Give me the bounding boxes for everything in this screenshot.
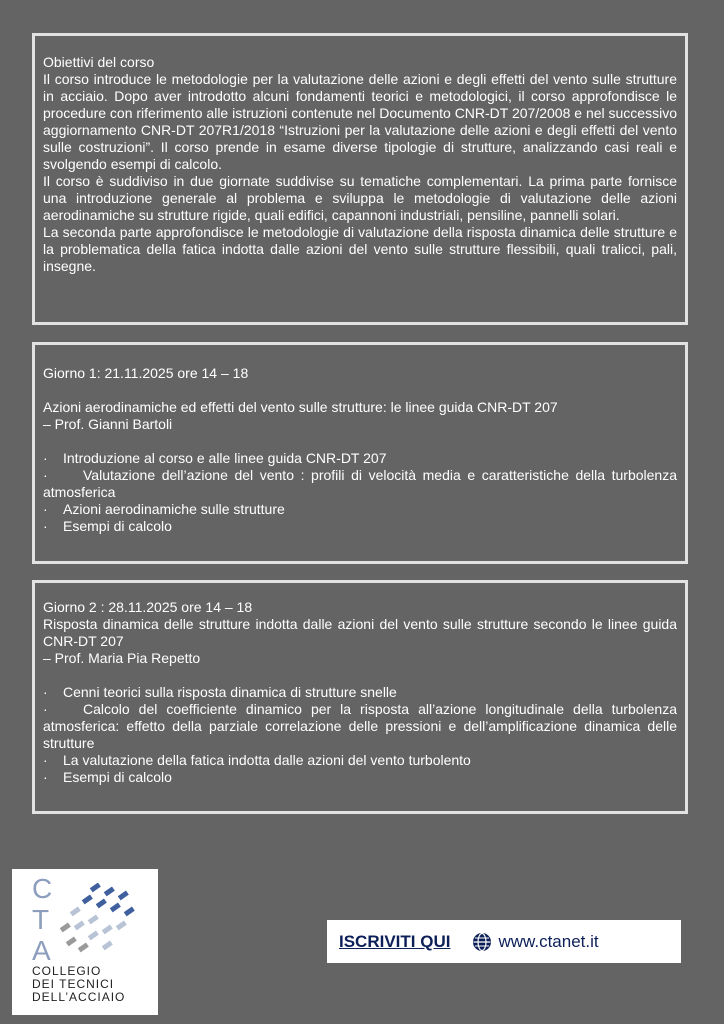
bullet-icon: · xyxy=(43,701,48,717)
bullet-icon: · xyxy=(43,752,48,768)
bullet-icon: · xyxy=(43,501,48,517)
day1-date: Giorno 1: 21.11.2025 ore 14 – 18 xyxy=(43,365,249,381)
course-objectives-heading: Obiettivi del corso xyxy=(43,54,155,70)
day2-title: Risposta dinamica delle strutture indotta dalle azioni del vento sulle strutture secondo le linee guida CNR-DT 207 xyxy=(43,616,677,649)
website-link[interactable]: www.ctanet.it xyxy=(498,931,599,951)
day1-title: Azioni aerodinamiche ed effetti del vento sulle strutture: le linee guida CNR-DT 207 xyxy=(43,399,558,415)
bullet-icon: · xyxy=(43,467,48,483)
logo-letter-a: A xyxy=(32,935,51,966)
day2-list-item: · La valutazione della fatica indotta dalle azioni del vento turbolento xyxy=(43,752,471,768)
steel-beams-icon xyxy=(60,883,148,959)
bullet-icon: · xyxy=(43,450,48,466)
day1-box xyxy=(32,342,688,564)
day1-list-item: · Azioni aerodinamiche sulle strutture xyxy=(43,501,285,517)
day1-teacher: – Prof. Gianni Bartoli xyxy=(43,416,173,432)
day2-date: Giorno 2 : 28.11.2025 ore 14 – 18 xyxy=(43,599,253,615)
day1-list-item: · Valutazione dell’azione del vento : profili di velocità media e caratteristiche della turbolenza atmosferica xyxy=(43,467,677,500)
course-objectives-box xyxy=(32,33,688,325)
bullet-icon: · xyxy=(43,684,48,700)
signup-link[interactable]: ISCRIVITI QUI xyxy=(339,931,451,951)
intro-paragraph-2: Il corso è suddiviso in due giornate suddivise su tematiche complementari. La prima parte fornisce una introduzione generale al problema e sviluppa le metodologie di valutazione delle azioni aerodinamiche su strutture rigide, quali edifici, capannoni industriali, pensiline, pannelli solari. xyxy=(43,173,677,223)
day2-list-item: · Calcolo del coefficiente dinamico per la risposta all’azione longitudinale della turbolenza atmosferica: effetto della parziale correlazione delle pressioni e dell’amplificazione dinamica delle strutture xyxy=(43,701,677,751)
day2-box xyxy=(32,580,688,814)
intro-paragraph-3: La seconda parte approfondisce le metodologie di valutazione della risposta dinamica delle strutture e la problematica della fatica indotta dalle azioni del vento sulle strutture flessibili, quali tralicci, pali, insegne. xyxy=(43,224,677,274)
intro-paragraph-1: Il corso introduce le metodologie per la valutazione delle azioni e degli effetti del vento sulle strutture in acciaio. Dopo aver introdotto alcuni fondamenti teorici e metodologici, il corso approfondisce le procedure con riferimento alle istruzioni contenute nel Documento CNR-DT 207/2008 e nel successivo aggiornamento CNR-DT 207R1/2018 “Istruzioni per la valutazione delle azioni e degli effetti del vento sulle costruzioni”. Il corso prende in esame diverse tipologie di strutture, analizzando casi reali e svolgendo esempi di calcolo. xyxy=(43,71,677,172)
bullet-icon: · xyxy=(43,769,48,785)
day1-list-item: · Esempi di calcolo xyxy=(43,518,172,534)
signup-bar xyxy=(327,920,681,963)
logo-letter-t: T xyxy=(32,904,50,935)
day2-teacher: – Prof. Maria Pia Repetto xyxy=(43,650,201,666)
cta-logo xyxy=(12,869,158,1015)
day1-list-item: · Introduzione al corso e alle linee guida CNR-DT 207 xyxy=(43,450,387,466)
logo-caption: COLLEGIO DEI TECNICI DELL’ACCIAIO xyxy=(32,964,126,1004)
day2-list-item: · Esempi di calcolo xyxy=(43,769,172,785)
bullet-icon: · xyxy=(43,518,48,534)
day2-list-item: · Cenni teorici sulla risposta dinamica di strutture snelle xyxy=(43,684,397,700)
globe-icon xyxy=(472,932,492,952)
logo-letter-c: C xyxy=(32,873,53,904)
